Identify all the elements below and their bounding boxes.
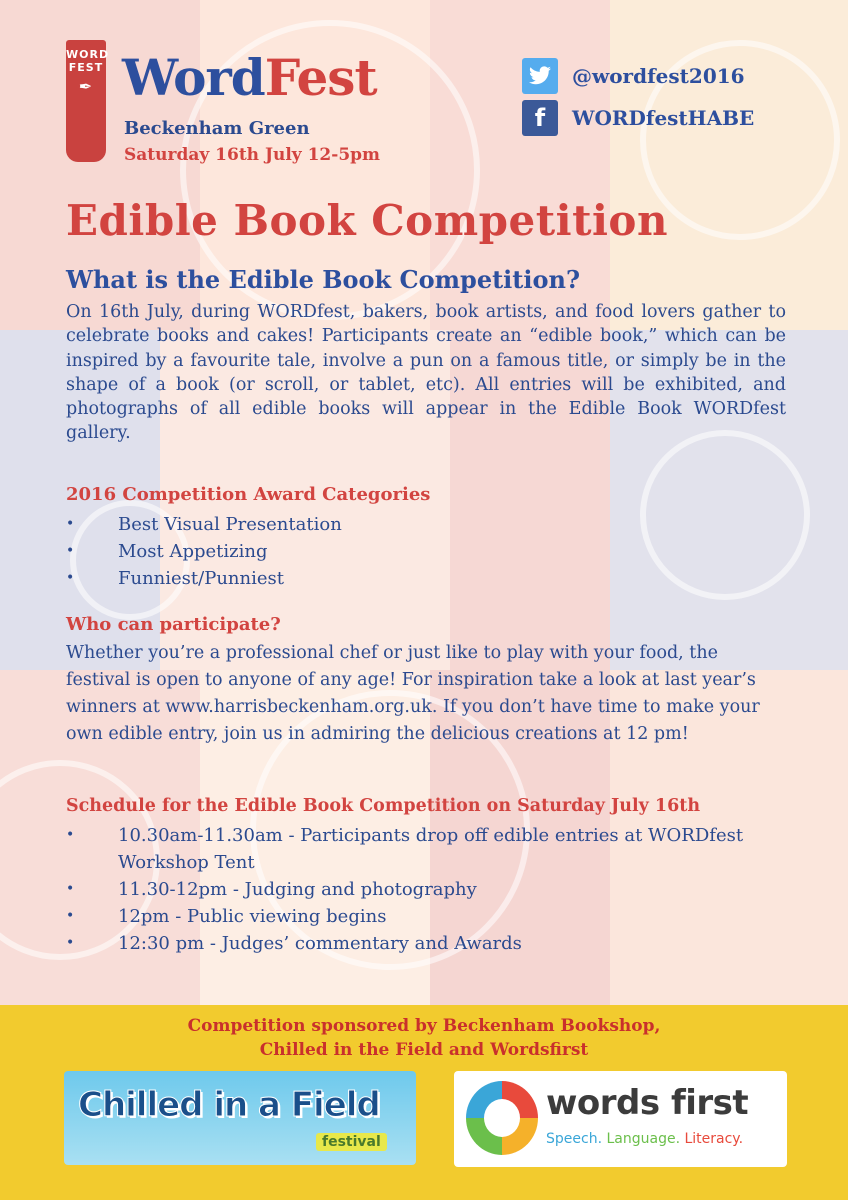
tagline-speech: Speech. — [546, 1131, 603, 1147]
event-date: Saturday 16th July 12-5pm — [124, 145, 381, 165]
sponsor-text — [0, 1014, 848, 1062]
tagline-literacy: Literacy. — [684, 1131, 744, 1147]
words-first-tagline — [546, 1131, 743, 1147]
chilled-logo-tag: festival — [316, 1133, 387, 1151]
list-item: • Funniest/Punniest — [66, 565, 342, 592]
pen-nib-icon: ✒ — [78, 77, 94, 96]
facebook-link[interactable] — [522, 100, 754, 136]
cup-outline — [640, 430, 810, 600]
venue: Beckenham Green — [124, 118, 310, 139]
facebook-f-icon: f — [522, 100, 558, 136]
tagline-language: Language. — [606, 1131, 681, 1147]
schedule-list — [66, 822, 746, 957]
twitter-bird-icon — [522, 58, 558, 94]
list-item: • Most Appetizing — [66, 538, 342, 565]
brand-wordmark — [122, 50, 377, 106]
list-item: • 11.30-12pm - Judging and photography — [66, 876, 746, 903]
categories-heading: 2016 Competition Award Categories — [66, 484, 431, 505]
facebook-handle[interactable]: WORDfestHABE — [572, 106, 755, 130]
what-body: On 16th July, during WORDfest, bakers, book artists, and food lovers gather to celebrate books and cakes! Participants create an “edible book,” which can be inspired by a favourite tale, involve a pun on a famous title, or simply be in the shape of a book (or scroll, or tablet, etc). All entries will be exhibited, and photographs of all edible books will appear in the Edible Book WORDfest gallery. — [66, 302, 786, 444]
logo-badge-top: WORD — [66, 48, 110, 61]
list-item: • 12pm - Public viewing begins — [66, 903, 746, 930]
words-first-face-icon — [466, 1081, 538, 1155]
twitter-link[interactable] — [522, 58, 745, 94]
list-item: • 12:30 pm - Judges’ commentary and Awards — [66, 930, 746, 957]
sponsor-line: Chilled in the Field and Wordsfirst — [259, 1040, 589, 1060]
brand-word: Word — [122, 48, 265, 107]
list-item: • Best Visual Presentation — [66, 511, 342, 538]
who-body: Whether you’re a professional chef or just like to play with your food, the festival is open to anyone of any age! For inspiration take a look at last year’s winners at www.harrisbeckenham.org.uk. If you don’t have time to make your own edible entry, join us in admiring the delicious creations at 12 pm! — [66, 643, 760, 744]
chilled-in-a-field-logo — [64, 1071, 416, 1165]
wordfest-logo-badge — [66, 40, 110, 162]
schedule-heading: Schedule for the Edible Book Competition on Saturday July 16th — [66, 796, 701, 816]
what-heading: What is the Edible Book Competition? — [66, 265, 581, 294]
who-heading: Who can participate? — [66, 614, 281, 635]
brand-fest: Fest — [264, 48, 377, 107]
page-title: Edible Book Competition — [66, 196, 668, 245]
words-first-name: words first — [546, 1083, 749, 1123]
words-first-logo — [454, 1071, 787, 1167]
categories-list — [66, 511, 342, 592]
sponsor-line: Competition sponsored by Beckenham Bookshop, — [187, 1016, 661, 1036]
twitter-handle[interactable]: @wordfest2016 — [572, 64, 745, 88]
list-item: • 10.30am-11.30am - Participants drop off edible entries at WORDfest Workshop Tent — [66, 822, 746, 876]
logo-badge-bottom: FEST — [68, 61, 104, 74]
chilled-logo-text: Chilled in a Field — [78, 1085, 380, 1125]
